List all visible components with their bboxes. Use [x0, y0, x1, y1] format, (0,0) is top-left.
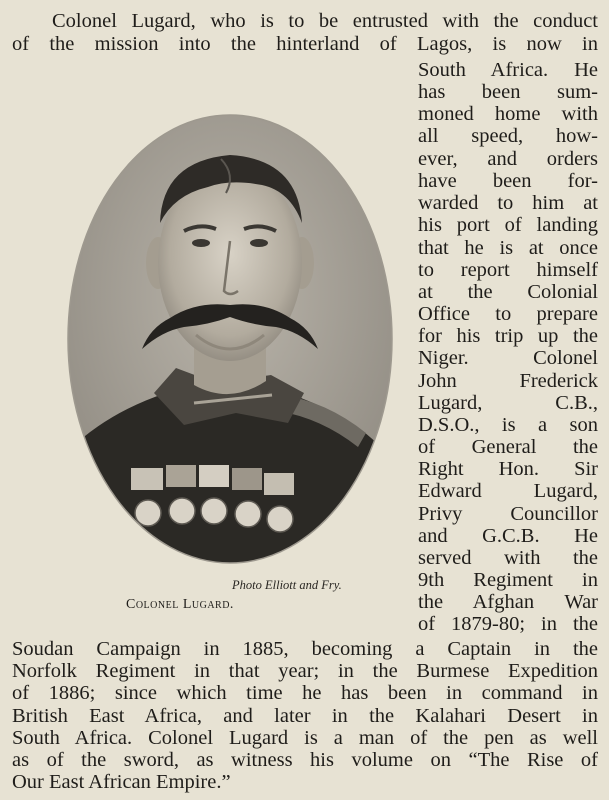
article-line-right-12: Office to prepare — [418, 303, 598, 325]
article-line-right-4: all speed, how- — [418, 125, 598, 147]
article-line-bottom-4: British East Africa, and later in the Kalahari Desert in — [12, 705, 598, 727]
article-line-right-17: D.S.O., is a son — [418, 414, 598, 436]
article-line-bottom-1: Soudan Campaign in 1885, becoming a Captain in the — [12, 638, 598, 660]
article-line-2: of the mission into the hinterland of Lagos, is now in — [12, 33, 598, 55]
article-line-right-25: the Afghan War — [418, 591, 598, 613]
article-line-right-21: Privy Councillor — [418, 503, 598, 525]
article-line-right-11: at the Colonial — [418, 281, 598, 303]
article-line-bottom-3: of 1886; since which time he has been in command in — [12, 682, 598, 704]
article-line-right-6: have been for- — [418, 170, 598, 192]
article-line-right-22: and G.C.B. He — [418, 525, 598, 547]
article-line-right-8: his port of landing — [418, 214, 598, 236]
article-line-1: Colonel Lugard, who is to be entrusted with the conduct — [52, 10, 598, 32]
article-line-bottom-6: as of the sword, as witness his volume on “The Rise of — [12, 749, 598, 771]
article-line-right-18: of General the — [418, 436, 598, 458]
article-line-right-26: of 1879-80; in the — [418, 613, 598, 635]
photo-credit: Photo Elliott and Fry. — [232, 578, 342, 592]
article-line-right-5: ever, and orders — [418, 148, 598, 170]
article-line-right-9: that he is at once — [418, 237, 598, 259]
article-line-right-14: Niger. Colonel — [418, 347, 598, 369]
photo-caption: Colonel Lugard. — [126, 597, 234, 612]
article-line-right-24: 9th Regiment in — [418, 569, 598, 591]
article-line-right-10: to report himself — [418, 259, 598, 281]
article-line-right-13: for his trip up the — [418, 325, 598, 347]
article-line-right-20: Edward Lugard, — [418, 480, 598, 502]
portrait-photo — [66, 113, 394, 566]
article-line-bottom-5: South Africa. Colonel Lugard is a man of the pen as well — [12, 727, 598, 749]
article-line-right-7: warded to him at — [418, 192, 598, 214]
article-line-right-1: South Africa. He — [418, 59, 598, 81]
article-line-right-23: served with the — [418, 547, 598, 569]
article-line-bottom-2: Norfolk Regiment in that year; in the Burmese Expedition — [12, 660, 598, 682]
article-line-right-19: Right Hon. Sir — [418, 458, 598, 480]
article-line-right-2: has been sum- — [418, 81, 598, 103]
article-line-right-16: Lugard, C.B., — [418, 392, 598, 414]
article-line-right-3: moned home with — [418, 103, 598, 125]
article-line-bottom-7: Our East African Empire.” — [12, 771, 231, 793]
article-line-right-15: John Frederick — [418, 370, 598, 392]
